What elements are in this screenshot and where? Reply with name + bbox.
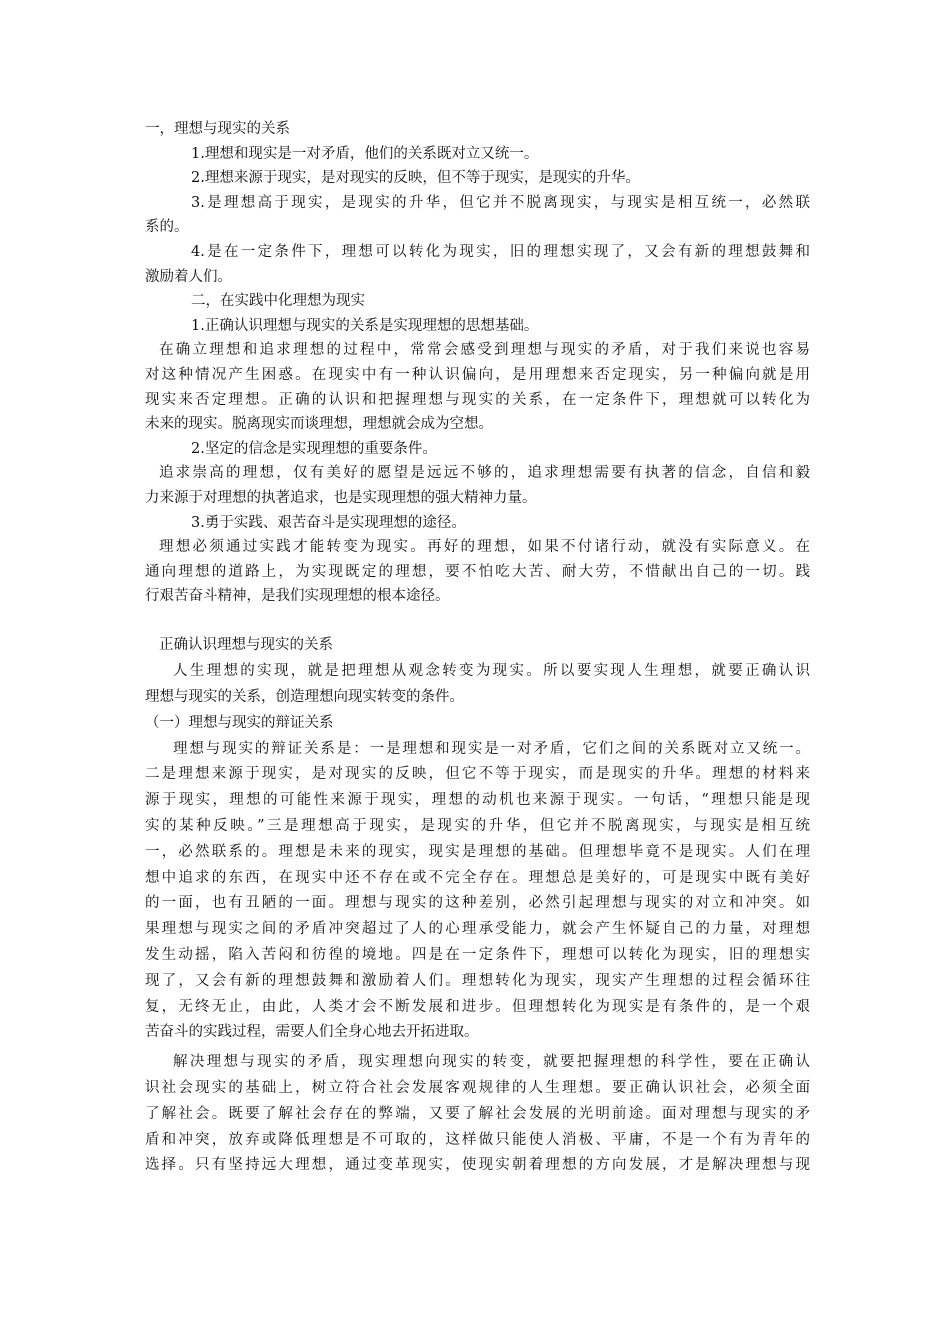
- text-line: 系的。: [145, 219, 189, 236]
- text-line: 盾和冲突，放弃或降低理想是不可取的，这样做只能使人消极、平庸，不是一个有为青年的: [145, 1131, 810, 1148]
- text-line: 3.是理想高于现实，是现实的升华，但它并不脱离现实，与现实是相互统一，必然联: [191, 194, 810, 211]
- text-line: 一，必然联系的。理想是未来的现实，现实是理想的基础。但理想毕竟不是现实。人们在理: [145, 843, 810, 860]
- text-line: 现实来否定理想。正确的认识和把握理想与现实的关系，在一定条件下，理想就可以转化为: [145, 391, 810, 408]
- text-line: （一）理想与现实的辩证关系: [145, 714, 334, 731]
- text-line: 行艰苦奋斗精神，是我们实现理想的根本途径。: [145, 588, 450, 605]
- text-line: 的一面，也有丑陋的一面。理想与现实的这种差别，必然引起理想与现实的对立和冲突。如: [145, 895, 810, 912]
- text-line: 苦奋斗的实践过程，需要人们全身心地去开拓进取。: [145, 1024, 479, 1041]
- text-line: 2.理想来源于现实，是对现实的反映，但不等于现实，是现实的升华。: [191, 170, 640, 187]
- text-line: 对这种情况产生困惑。在现实中有一种认识偏向，是用理想来否定现实，另一种偏向就是用: [145, 366, 810, 383]
- text-line: 选择。只有坚持远大理想，通过变革现实，使现实朝着理想的方向发展，才是解决理想与现: [145, 1157, 810, 1174]
- text-line: 二，在实践中化理想为现实: [191, 293, 365, 310]
- text-line: 果理想与现实之间的矛盾冲突超过了人的心理承受能力，就会产生怀疑自己的力量，对理想: [145, 921, 810, 938]
- text-line: 识社会现实的基础上，树立符合社会发展客观规律的人生理想。要正确认识社会，必须全面: [145, 1080, 810, 1097]
- text-line: 想中追求的东西，在现实中还不存在或不完全存在。理想总是美好的，可是现实中既有美好: [145, 869, 810, 886]
- text-line: 正确认识理想与现实的关系: [159, 637, 333, 654]
- text-line: 在确立理想和追求理想的过程中，常常会感受到理想与现实的矛盾，对于我们来说也容易: [159, 342, 810, 359]
- text-line: 复，无终无止，由此，人类才会不断发展和进步。但理想转化为现实是有条件的，是一个艰: [145, 998, 810, 1015]
- text-line: 激励着人们。: [145, 268, 232, 285]
- text-line: 1.理想和现实是一对矛盾，他们的关系既对立又统一。: [191, 145, 539, 162]
- text-line: 实的某种反映。”三是理想高于现实，是现实的升华，但它并不脱离现实，与现实是相互统: [145, 818, 810, 835]
- text-line: 现了，又会有新的理想鼓舞和激励着人们。理想转化为现实，现实产生理想的过程会循环往: [145, 972, 810, 989]
- text-line: 4.是在一定条件下，理想可以转化为现实，旧的理想实现了，又会有新的理想鼓舞和: [191, 243, 810, 260]
- text-line: 人生理想的实现，就是把理想从观念转变为现实。所以要实现人生理想，就要正确认识: [173, 663, 810, 680]
- text-line: 未来的现实。脱离现实而谈理想，理想就会成为空想。: [145, 416, 493, 433]
- text-line: 二是理想来源于现实，是对现实的反映，但它不等于现实，而是现实的升华。理想的材料来: [145, 766, 810, 783]
- text-line: 2.坚定的信念是实现理想的重要条件。: [191, 440, 437, 457]
- section-spacer: [145, 609, 810, 634]
- text-line: 力来源于对理想的执著追求，也是实现理想的强大精神力量。: [145, 489, 537, 506]
- text-line: 1.正确认识理想与现实的关系是实现理想的思想基础。: [191, 317, 539, 334]
- text-line: 源于现实，理想的可能性来源于现实，理想的动机也来源于现实。一句话，“理想只能是现: [145, 792, 810, 809]
- section-correct-understanding: [145, 633, 810, 1179]
- text-line: 一，理想与现实的关系: [145, 121, 290, 137]
- text-line: 理想必须通过实践才能转变为现实。再好的理想，如果不付诸行动，就没有实际意义。在: [159, 539, 810, 556]
- text-line: 解决理想与现实的矛盾，现实理想向现实的转变，就要把握理想的科学性，要在正确认: [173, 1054, 810, 1071]
- text-line: 理想与现实的辩证关系是：一是理想和现实是一对矛盾，它们之间的关系既对立又统一。: [173, 740, 810, 757]
- text-line: 理想与现实的关系，创造理想向现实转变的条件。: [145, 689, 464, 706]
- text-line: 发生动摇，陷入苦闷和彷徨的境地。四是在一定条件下，理想可以转化为现实，旧的理想实: [145, 947, 810, 964]
- text-line: 通向理想的道路上，为实现既定的理想，要不怕吃大苦、耐大劳，不惜献出自己的一切。践: [145, 563, 810, 580]
- document-page: [145, 117, 810, 1179]
- text-line: 了解社会。既要了解社会存在的弊端，又要了解社会发展的光明前途。面对理想与现实的矛: [145, 1105, 810, 1122]
- section-ideal-reality: [145, 117, 810, 609]
- text-line: 追求崇高的理想，仅有美好的愿望是远远不够的，追求理想需要有执著的信念，自信和毅: [159, 465, 810, 482]
- text-line: 3.勇于实践、艰苦奋斗是实现理想的途径。: [191, 514, 466, 531]
